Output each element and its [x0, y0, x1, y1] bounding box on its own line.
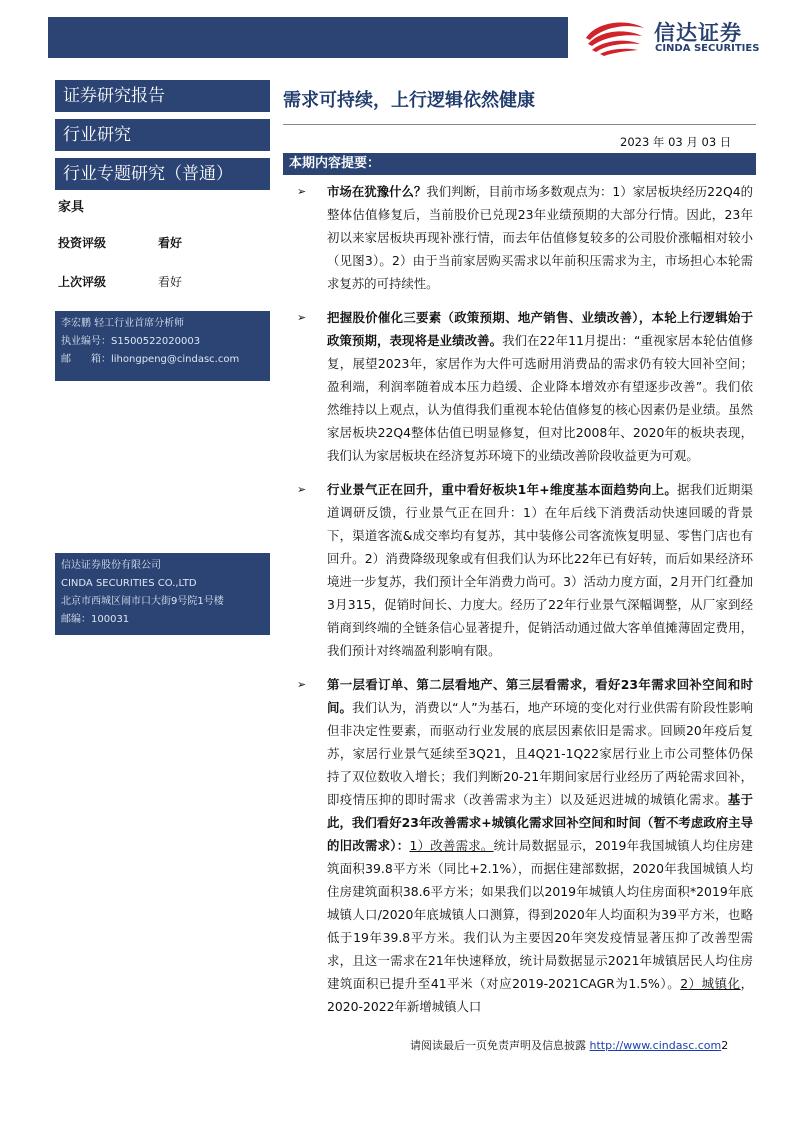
company-postcode: 邮编：100031	[61, 614, 130, 625]
bullet-2-heading: 把握股价催化三要素（政策预期、地产销售、业绩改善），本轮上行逻辑始于政策预期，表现将是业绩改善。	[327, 310, 753, 348]
bullet-1	[283, 180, 753, 295]
page-number: 2	[721, 1039, 729, 1052]
prev-rating-value: 看好	[158, 275, 183, 289]
bullet-4-sub2: 2）城镇化	[680, 976, 741, 991]
bullet-4-text3: ，2020-2022年新增城镇人口	[327, 976, 753, 1014]
report-date: 2023 年 03 月 03 日	[620, 135, 732, 149]
bullet-2	[283, 306, 753, 467]
prev-rating-label: 上次评级	[58, 275, 107, 289]
report-subcategory: 行业专题研究（普通）	[55, 158, 270, 190]
bullet-4-sub1: 1）改善需求。	[409, 838, 494, 853]
rating-label: 投资评级	[58, 236, 107, 250]
bullet-2-text: 我们在22年11月提出：“重视家居本轮估值修复，展望2023年，家居作为大件可选耐用消费品的需求仍有较大回补空间；盈利端，利润率随着成本压力趋缓、企业降本增效亦有望逐步改善”。我们依然维持以上观点，认为值得我们重视本轮估值修复的核心因素仍是业绩。虽然家居板块22Q4整体估值已明显修复，但对比2008年、2020年的板块表现，我们认为家居板块在经济复苏环境下的业绩改善阶段收益更为可观。	[327, 333, 754, 463]
bullet-4	[283, 673, 753, 1018]
company-name-cn: 信达证券股份有限公司	[61, 560, 161, 571]
report-category: 行业研究	[55, 119, 270, 151]
arrow-bullet-icon: ➢	[297, 678, 307, 691]
email-label: 邮 箱：	[61, 354, 111, 365]
company-box	[55, 553, 270, 635]
website-link[interactable]: http://www.cindasc.com	[589, 1039, 722, 1052]
bullet-4-heading: 第一层看订单、第二层看地产、第三层看需求，看好23年需求回补空间和时间。	[327, 677, 753, 715]
title-divider	[283, 124, 756, 125]
cinda-logo	[582, 16, 772, 56]
bullet-3-heading: 行业景气正在回升，重中看好板块1年+维度基本面趋势向上。	[327, 482, 678, 497]
arrow-bullet-icon: ➢	[297, 483, 307, 496]
analyst-name: 李宏鹏 轻工行业首席分析师	[61, 318, 185, 329]
arrow-bullet-icon: ➢	[297, 311, 307, 324]
analyst-license: 执业编号：S1500522020003	[61, 336, 201, 347]
logo-text-cn: 信达证券	[654, 21, 742, 45]
logo-text-en: CINDA SECURITIES	[655, 43, 760, 54]
summary-header: 本期内容提要：	[283, 153, 756, 175]
analyst-email[interactable]: lihongpeng@cindasc.com	[111, 354, 240, 365]
bullet-4-emphasis: 基于此，我们看好23年改善需求+城镇化需求回补空间和时间（暂不考虑政府主导的旧改需求）：	[327, 792, 754, 853]
header-bar	[48, 17, 568, 58]
bullet-3-text: 据我们近期渠道调研反馈，行业景气正在回升：1）在年后线下消费活动快速回暖的背景下，渠道客流&成交率均有复苏，其中装修公司客流恢复明显、零售门店也有回升。2）消费降级现象或有但我们认为环比22年已有好转，而后如果经济环境进一步复苏，我们预计全年消费力尚可。3）活动力度方面，2月开门红叠加3月315，促销时间长、力度大。经历了22年行业景气深幅调整，从厂家到经销商到终端的全链条信心显著提升，促销活动通过做大客单值摊薄固定费用，我们预计对终端盈利影响有限。	[327, 482, 753, 658]
company-name-en: CINDA SECURITIES CO.,LTD	[61, 578, 197, 589]
sidebar	[55, 73, 270, 1033]
rating-value: 看好	[158, 236, 183, 250]
analyst-email-row	[61, 351, 264, 369]
page-title: 需求可持续，上行逻辑依然健康	[283, 90, 535, 111]
bullet-4-text: 我们认为，消费以“人”为基石，地产环境的变化对行业供需有阶段性影响但非决定性要素，而驱动行业发展的底层因素依旧是需求。回顾20年疫后复苏，家居行业景气延续至3Q21，且4Q21-1Q22家居行业上市公司整体仍保持了双位数收入增长；我们判断20-21年期间家居行业经历了两轮需求回补，即疫情压抑的即时需求（改善需求为主）以及延迟进城的城镇化需求。	[327, 700, 754, 807]
page-footer	[410, 1037, 728, 1053]
summary-content	[283, 180, 753, 1029]
bullet-1-text: 我们判断，目前市场多数观点为：1）家居板块经历22Q4的整体估值修复后，当前股价已兑现23年业绩预期的大部分行情。因此，23年初以来家居板块再现补涨行情，而去年估值修复较多的公司股价涨幅相对较小（见图3）。2）由于当前家居购买需求以年前积压需求为主，市场担心本轮需求复苏的可持续性。	[327, 184, 753, 291]
disclaimer-text: 请阅读最后一页免责声明及信息披露	[410, 1039, 590, 1052]
report-type: 证券研究报告	[55, 80, 270, 112]
industry-label: 家具	[58, 200, 85, 215]
bullet-4-text2: 统计局数据显示，2019年我国城镇人均住房建筑面积39.8平方米（同比+2.1%），而据住建部数据，2020年我国城镇人均住房建筑面积38.6平方米；如果我们以2019年城镇人均住房面积*2019年底城镇人口/2020年底城镇人口测算，得到2020年人均面积为39平方米，也略低于19年39.8平方米。我们认为主要因20年突发疫情显著压抑了改善型需求，且这一需求在21年快速释放，统计局数据显示2021年城镇居民人均住房建筑面积已提升至41平米（对应2019-2021CAGR为1.5%）。	[327, 838, 753, 991]
bullet-3	[283, 478, 753, 662]
bullet-1-heading: 市场在犹豫什么？	[327, 184, 427, 199]
company-address: 北京市西城区闹市口大街9号院1号楼	[61, 596, 224, 607]
analyst-box	[55, 311, 270, 381]
cinda-globe-icon	[582, 16, 648, 56]
arrow-bullet-icon: ➢	[297, 185, 307, 198]
